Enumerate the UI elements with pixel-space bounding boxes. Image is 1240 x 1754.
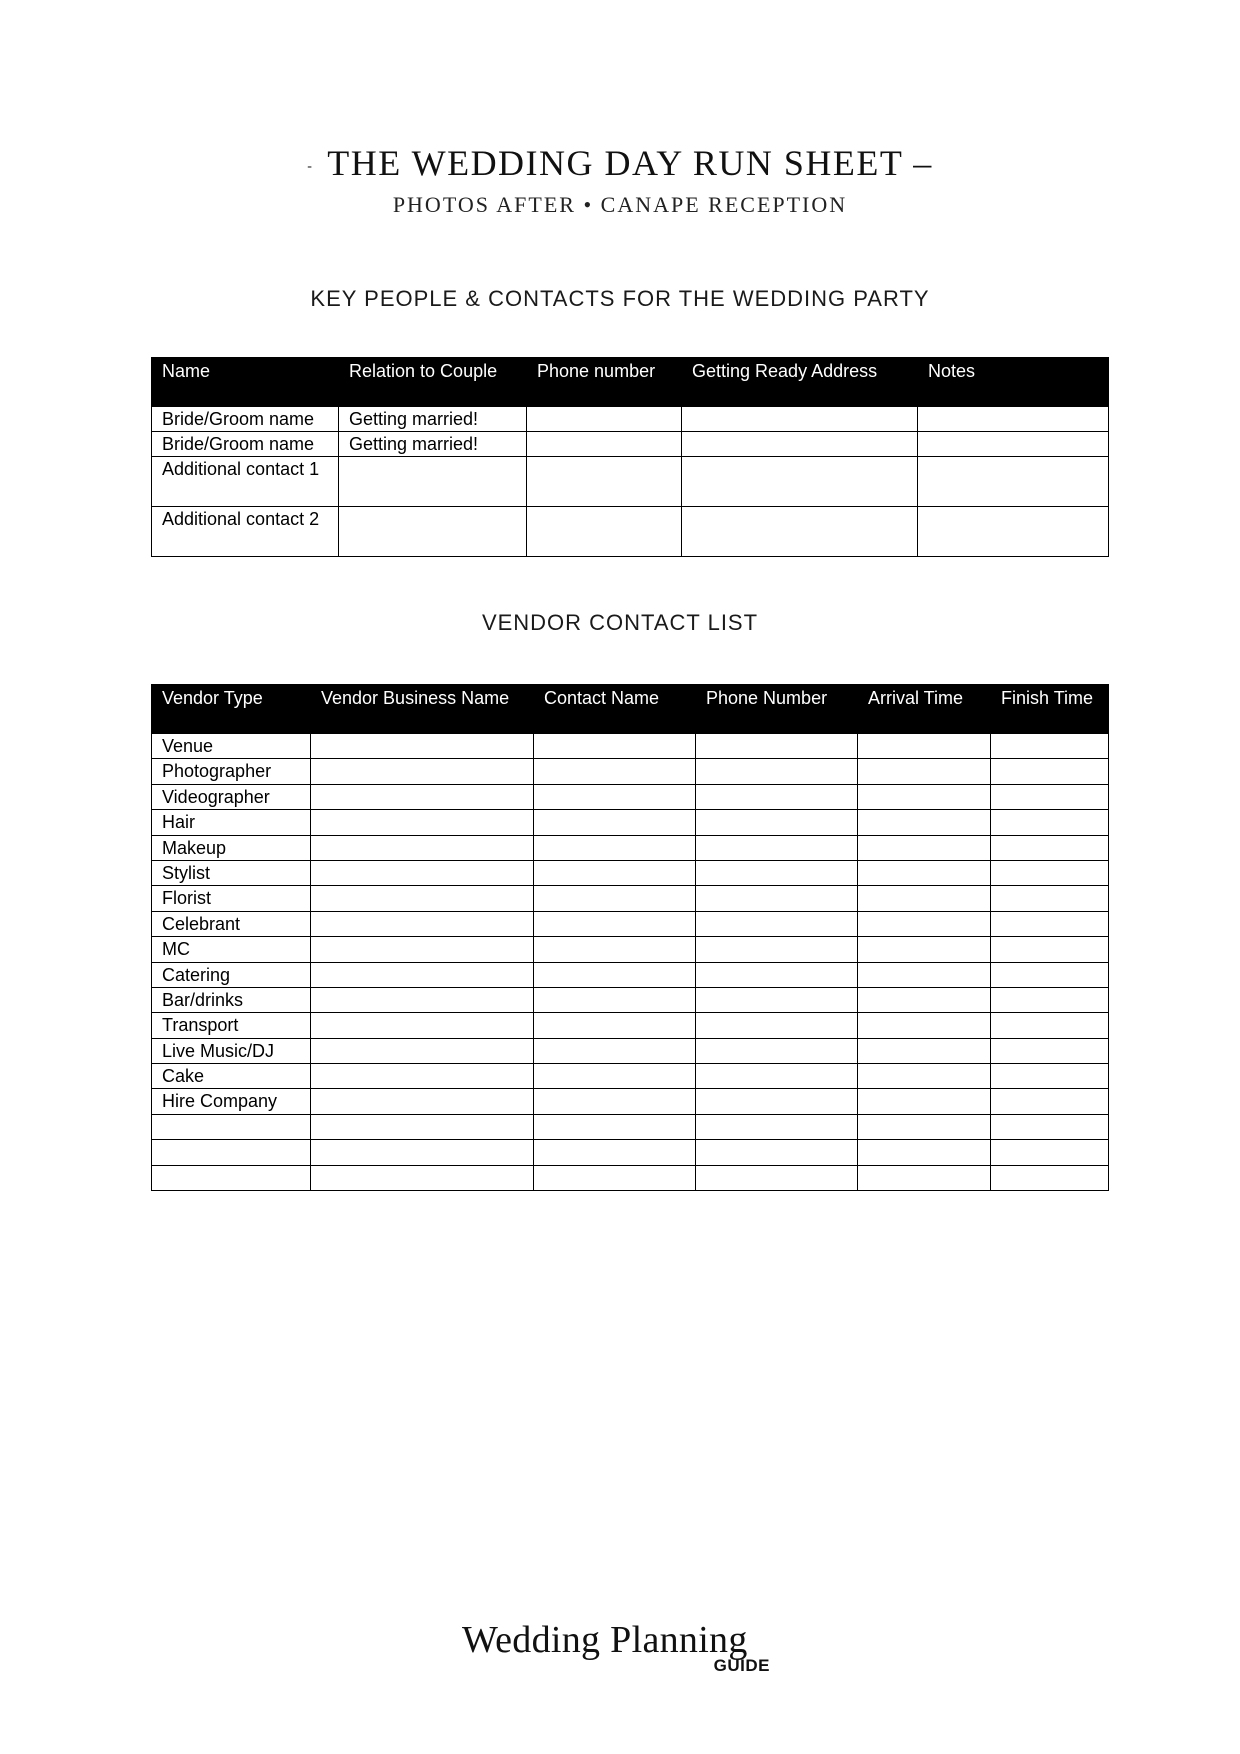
table-cell: [991, 835, 1109, 860]
table-cell: [858, 987, 991, 1012]
document-title-block: [0, 140, 1240, 220]
table-cell: [991, 1165, 1109, 1190]
column-header: Relation to Couple: [339, 358, 527, 407]
table-cell: [311, 860, 534, 885]
table-cell: [858, 1089, 991, 1114]
table-cell: MC: [152, 937, 311, 962]
table-cell: [696, 1064, 858, 1089]
table-cell: [696, 835, 858, 860]
table-cell: [534, 886, 696, 911]
table-cell: [858, 1013, 991, 1038]
table-cell: [534, 987, 696, 1012]
table-cell: [991, 784, 1109, 809]
title-text: THE WEDDING DAY RUN SHEET: [327, 143, 903, 183]
table-row: [152, 1089, 1109, 1114]
title-prefix: -: [307, 158, 314, 174]
table-cell: Bar/drinks: [152, 987, 311, 1012]
table-row: [152, 457, 1109, 507]
table-cell: [858, 734, 991, 759]
table-cell: [696, 1140, 858, 1165]
table-cell: [991, 1140, 1109, 1165]
table-cell: [696, 1165, 858, 1190]
logo-main-text: Wedding Planning: [462, 1619, 748, 1661]
table-cell: [527, 457, 682, 507]
column-header: Getting Ready Address: [682, 358, 918, 407]
table-cell: [858, 1064, 991, 1089]
table-cell: [991, 759, 1109, 784]
table-cell: [858, 886, 991, 911]
column-header: Vendor Type: [152, 685, 311, 734]
table-cell: [858, 937, 991, 962]
table-cell: [534, 835, 696, 860]
table-row: [152, 937, 1109, 962]
table-row: [152, 886, 1109, 911]
table-row: [152, 835, 1109, 860]
table-row: [152, 507, 1109, 557]
table-cell: Catering: [152, 962, 311, 987]
table-cell: [311, 1013, 534, 1038]
table-cell: Live Music/DJ: [152, 1038, 311, 1063]
table-cell: [696, 860, 858, 885]
table-row: [152, 784, 1109, 809]
table-row: [152, 911, 1109, 936]
table-cell: [534, 911, 696, 936]
table-row: [152, 1140, 1109, 1165]
table-cell: Getting married!: [339, 432, 527, 457]
table-cell: [527, 507, 682, 557]
table-cell: [534, 962, 696, 987]
table-row: [152, 1038, 1109, 1063]
table-cell: [991, 937, 1109, 962]
table-cell: [311, 835, 534, 860]
table-cell: Florist: [152, 886, 311, 911]
table-cell: [534, 1064, 696, 1089]
table-cell: [682, 507, 918, 557]
table-cell: [311, 1038, 534, 1063]
table-cell: [534, 860, 696, 885]
table-row: [152, 734, 1109, 759]
table-cell: Photographer: [152, 759, 311, 784]
table-cell: [991, 962, 1109, 987]
table-cell: [991, 987, 1109, 1012]
table-cell: [991, 1013, 1109, 1038]
table-cell: [311, 734, 534, 759]
table-cell: [339, 457, 527, 507]
table-cell: [858, 1114, 991, 1139]
table-cell: [534, 784, 696, 809]
table-row: [152, 759, 1109, 784]
table-cell: [311, 987, 534, 1012]
table-cell: [696, 734, 858, 759]
table-cell: [682, 432, 918, 457]
table-cell: [152, 1165, 311, 1190]
key-people-header-row: [152, 358, 1109, 407]
table-cell: [311, 886, 534, 911]
table-cell: [534, 810, 696, 835]
table-cell: [534, 937, 696, 962]
table-cell: [991, 1089, 1109, 1114]
table-cell: Cake: [152, 1064, 311, 1089]
table-row: [152, 1064, 1109, 1089]
table-cell: [858, 962, 991, 987]
table-cell: [696, 784, 858, 809]
column-header: Phone number: [527, 358, 682, 407]
column-header: Contact Name: [534, 685, 696, 734]
table-cell: [311, 1064, 534, 1089]
table-row: [152, 987, 1109, 1012]
table-cell: [991, 860, 1109, 885]
table-cell: [311, 937, 534, 962]
document-subtitle: PHOTOS AFTER • CANAPE RECEPTION: [392, 191, 848, 217]
table-row: [152, 432, 1109, 457]
table-cell: [858, 810, 991, 835]
table-cell: [858, 1140, 991, 1165]
table-cell: [918, 457, 1109, 507]
vendor-contact-heading: VENDOR CONTACT LIST: [481, 610, 759, 635]
table-cell: [534, 1089, 696, 1114]
table-cell: [311, 1140, 534, 1165]
column-header: Phone Number: [696, 685, 858, 734]
table-cell: [311, 810, 534, 835]
table-cell: [534, 1140, 696, 1165]
table-cell: [534, 759, 696, 784]
table-cell: [858, 835, 991, 860]
table-cell: [696, 1013, 858, 1038]
table-cell: [858, 759, 991, 784]
table-cell: [696, 810, 858, 835]
table-cell: [858, 1165, 991, 1190]
table-cell: [918, 407, 1109, 432]
table-cell: [534, 1038, 696, 1063]
table-row: [152, 1013, 1109, 1038]
table-cell: Transport: [152, 1013, 311, 1038]
table-cell: Additional contact 1: [152, 457, 339, 507]
table-cell: [311, 784, 534, 809]
table-cell: [534, 1114, 696, 1139]
table-cell: [696, 886, 858, 911]
table-cell: [311, 1165, 534, 1190]
table-cell: Hire Company: [152, 1089, 311, 1114]
table-cell: [534, 1013, 696, 1038]
table-row: [152, 860, 1109, 885]
table-cell: [311, 911, 534, 936]
table-cell: [858, 860, 991, 885]
table-cell: [152, 1114, 311, 1139]
table-cell: [696, 1114, 858, 1139]
table-cell: [311, 1114, 534, 1139]
table-cell: [527, 407, 682, 432]
table-cell: [991, 1064, 1109, 1089]
table-cell: [534, 1165, 696, 1190]
table-cell: [858, 911, 991, 936]
table-cell: [991, 911, 1109, 936]
document-title: [0, 140, 1240, 190]
table-cell: Makeup: [152, 835, 311, 860]
column-header: Name: [152, 358, 339, 407]
table-row: [152, 1114, 1109, 1139]
table-cell: Hair: [152, 810, 311, 835]
table-cell: [991, 810, 1109, 835]
vendor-contact-table: [151, 684, 1109, 1191]
table-cell: [696, 962, 858, 987]
key-people-heading: KEY PEOPLE & CONTACTS FOR THE WEDDING PARTY: [310, 286, 930, 311]
table-row: [152, 407, 1109, 432]
vendor-table-body: [152, 734, 1109, 1191]
table-cell: [991, 734, 1109, 759]
table-cell: Getting married!: [339, 407, 527, 432]
table-cell: Bride/Groom name: [152, 432, 339, 457]
table-cell: [696, 911, 858, 936]
table-cell: [311, 759, 534, 784]
table-cell: [991, 1114, 1109, 1139]
table-cell: Celebrant: [152, 911, 311, 936]
logo-sub-text: GUIDE: [713, 1656, 770, 1675]
table-row: [152, 1165, 1109, 1190]
table-cell: [696, 1038, 858, 1063]
column-header: Finish Time: [991, 685, 1109, 734]
table-cell: [534, 734, 696, 759]
key-people-table: [151, 357, 1109, 557]
table-cell: [918, 507, 1109, 557]
table-cell: [682, 407, 918, 432]
table-cell: Stylist: [152, 860, 311, 885]
table-cell: [696, 937, 858, 962]
table-cell: [152, 1140, 311, 1165]
table-cell: [696, 759, 858, 784]
table-row: [152, 962, 1109, 987]
table-cell: [682, 457, 918, 507]
title-suffix: –: [913, 143, 933, 183]
table-cell: [696, 1089, 858, 1114]
table-cell: [991, 886, 1109, 911]
table-cell: Videographer: [152, 784, 311, 809]
table-row: [152, 810, 1109, 835]
table-cell: [991, 1038, 1109, 1063]
table-cell: [527, 432, 682, 457]
table-cell: Additional contact 2: [152, 507, 339, 557]
column-header: Vendor Business Name: [311, 685, 534, 734]
table-cell: [918, 432, 1109, 457]
column-header: Notes: [918, 358, 1109, 407]
table-cell: [311, 962, 534, 987]
table-cell: [858, 784, 991, 809]
table-cell: Venue: [152, 734, 311, 759]
table-cell: [339, 507, 527, 557]
wedding-planning-guide-logo: [462, 1620, 782, 1680]
table-cell: [311, 1089, 534, 1114]
column-header: Arrival Time: [858, 685, 991, 734]
table-cell: [696, 987, 858, 1012]
table-cell: [858, 1038, 991, 1063]
vendor-header-row: [152, 685, 1109, 734]
table-cell: Bride/Groom name: [152, 407, 339, 432]
